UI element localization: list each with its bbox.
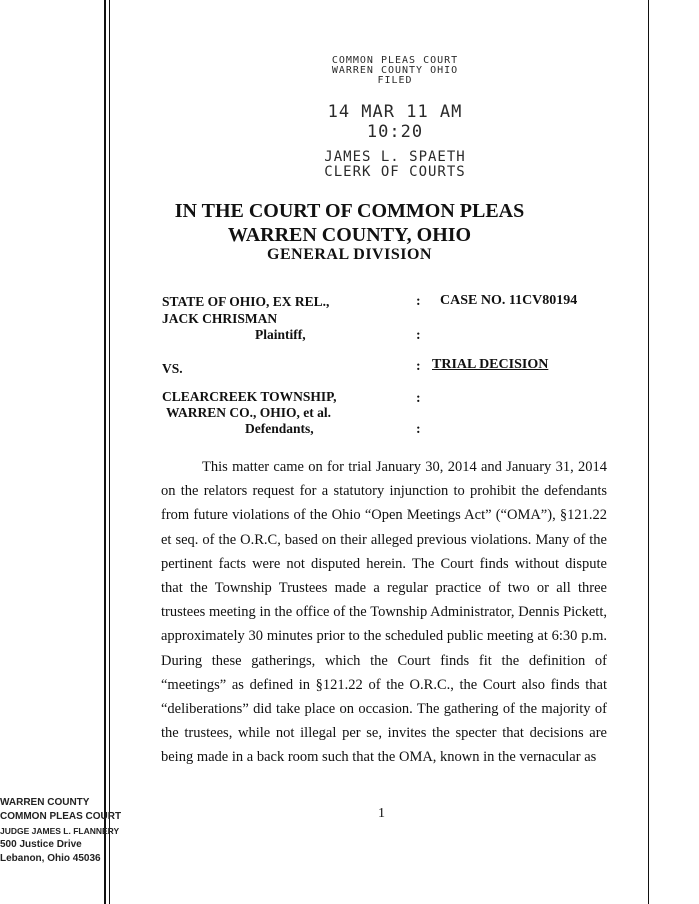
body-paragraph: This matter came on for trial January 30, 2014 and January 31, 2014 on the relators request for a statutory injunction to prohibit the defendants from future violations of the Ohio “Open Meetings Act” (“OMA”), §121.22 et seq. of the O.R.C, based on their alleged previous violations. Many of the pertinent facts were not disputed herein. The Court finds without dispute that the Township Trustees made a regular practice of two or all three trustees meeting in the office of the Township Administrator, Dennis Pickett, approximately 30 minutes prior to the scheduled public meeting at 6:30 p.m. During these gatherings, which the Court finds fit the definition of “meetings” as defined in §121.22 of the O.R.C., the Court also finds that “deliberations” did take place on occasion. The gathering of the majority of the trustees, while not illegal per se, invites the specter that decisions are being made in a back room such that the OMA, known in the vernacular as xyxy=(161,459,607,766)
versus-label: VS. xyxy=(162,361,183,376)
plaintiff-line-1: STATE OF OHIO, EX REL., xyxy=(162,294,330,309)
stamp-line-2: WARREN COUNTY OHIO xyxy=(331,65,459,76)
right-margin-rule xyxy=(648,0,649,904)
left-margin-rule-outer xyxy=(104,0,106,904)
case-number: CASE NO. 11CV80194 xyxy=(440,293,578,308)
left-margin-rule-inner xyxy=(109,0,110,904)
caption-colon: : xyxy=(416,422,421,437)
decision-body xyxy=(161,455,607,770)
judge-county: WARREN COUNTY xyxy=(0,797,90,808)
page-number: 1 xyxy=(378,806,385,821)
stamp-line-3: FILED xyxy=(377,75,413,86)
stamp-clerk-name: JAMES L. SPAETH xyxy=(324,149,466,165)
judge-court: COMMON PLEAS COURT xyxy=(0,811,122,822)
caption-colon: : xyxy=(416,328,421,343)
judge-address-block xyxy=(0,796,121,866)
court-heading: IN THE COURT OF COMMON PLEAS xyxy=(174,200,525,222)
defendant-line-2: WARREN CO., OHIO, et al. xyxy=(166,405,331,420)
stamp-clerk-title: CLERK OF COURTS xyxy=(324,164,466,180)
stamp-date: 14 MAR 11 AM 10:20 xyxy=(327,102,463,142)
caption-colon: : xyxy=(416,391,421,406)
division-heading: GENERAL DIVISION xyxy=(267,246,432,263)
defendant-line-1: CLEARCREEK TOWNSHIP, xyxy=(162,389,337,404)
judge-city: Lebanon, Ohio 45036 xyxy=(0,853,101,864)
caption-colon: : xyxy=(416,294,421,309)
stamp-line-1: COMMON PLEAS COURT xyxy=(331,55,459,66)
caption-colon: : xyxy=(416,359,421,374)
county-heading: WARREN COUNTY, OHIO xyxy=(227,224,472,246)
plaintiff-role: Plaintiff, xyxy=(255,327,306,342)
decision-title: TRIAL DECISION xyxy=(432,357,549,372)
filing-stamp xyxy=(300,56,490,180)
judge-street: 500 Justice Drive xyxy=(0,839,82,850)
defendant-role: Defendants, xyxy=(245,421,314,436)
plaintiff-line-2: JACK CHRISMAN xyxy=(162,311,278,326)
judge-name: JUDGE JAMES L. FLANNERY xyxy=(0,826,120,836)
